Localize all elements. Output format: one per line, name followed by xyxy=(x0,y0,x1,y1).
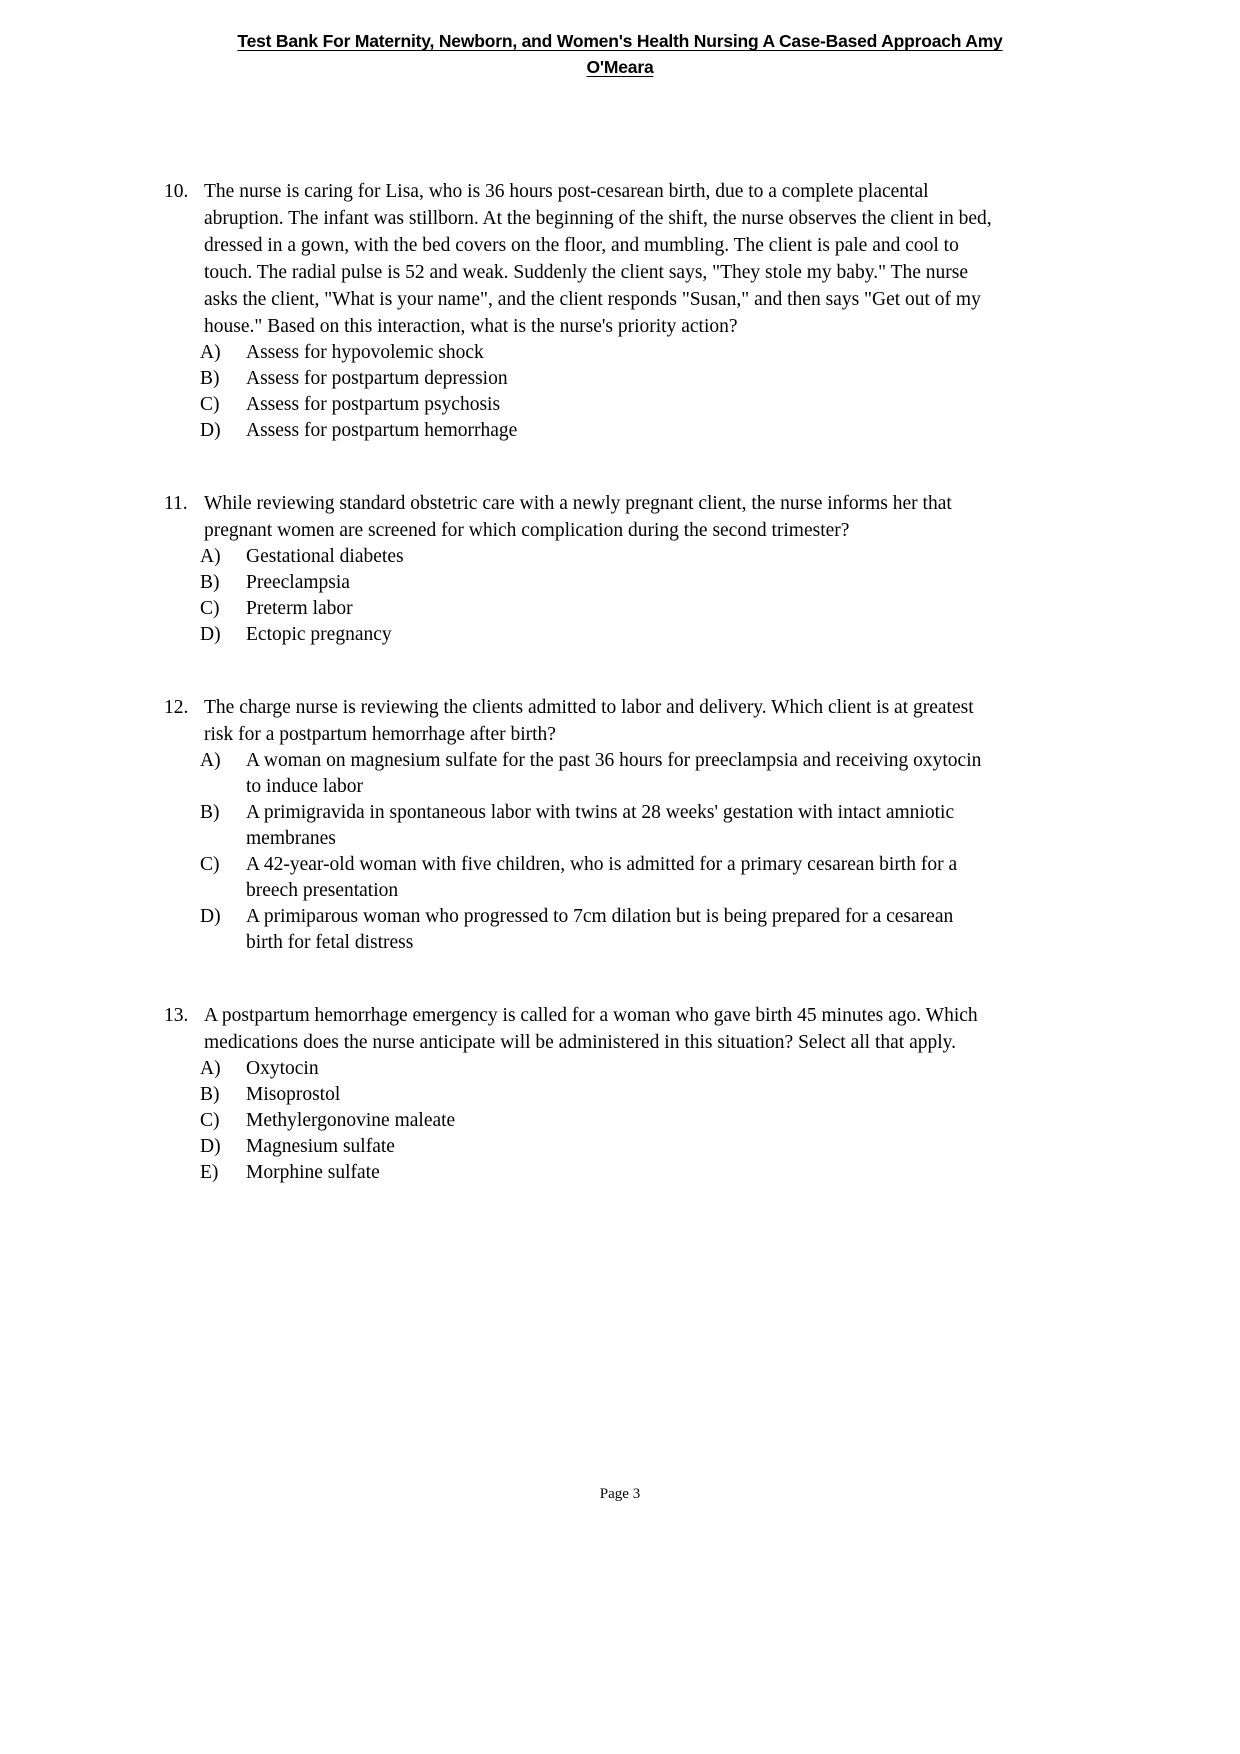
question-number: 11. xyxy=(164,493,188,514)
question-block xyxy=(0,1002,1240,1186)
question-block xyxy=(0,178,1240,444)
option-letter: D) xyxy=(200,420,221,441)
option-letter: C) xyxy=(200,598,220,619)
option-item[interactable] xyxy=(0,392,1240,418)
option-text: Gestational diabetes xyxy=(246,546,404,567)
option-text: A primigravida in spontaneous labor with twins at 28 weeks' gestation with intact amniotic membranes xyxy=(246,802,955,849)
question-number: 13. xyxy=(164,1005,189,1026)
document-header-line-1: Test Bank For Maternity, Newborn, and Women's Health Nursing A Case-Based Approach Amy xyxy=(237,31,1003,51)
option-item[interactable] xyxy=(0,904,1240,956)
option-letter: C) xyxy=(200,854,220,875)
option-text: A primiparous woman who progressed to 7cm dilation but is being prepared for a cesarean birth for fetal distress xyxy=(246,906,954,953)
page-number-label: Page 3 xyxy=(599,1486,641,1502)
option-text: Methylergonovine maleate xyxy=(246,1110,456,1131)
option-item[interactable] xyxy=(0,622,1240,648)
question-stem: A postpartum hemorrhage emergency is called for a woman who gave birth 45 minutes ago. Which medications does the nurse anticipate will be administered in this situation? Select all that apply. xyxy=(204,1005,978,1053)
question-stem: The charge nurse is reviewing the clients admitted to labor and delivery. Which client is at greatest risk for a postpartum hemorrhage after birth? xyxy=(204,697,974,745)
option-letter: D) xyxy=(200,906,221,927)
question-number: 10. xyxy=(164,181,189,202)
option-item[interactable] xyxy=(0,596,1240,622)
option-text: Assess for postpartum depression xyxy=(246,368,508,389)
option-text: Assess for postpartum psychosis xyxy=(246,394,501,415)
option-text: Preeclampsia xyxy=(246,572,350,593)
question-stem-row xyxy=(0,178,1240,340)
option-letter: A) xyxy=(200,1058,221,1079)
option-letter: B) xyxy=(200,1084,220,1105)
option-letter: C) xyxy=(200,1110,220,1131)
option-item[interactable] xyxy=(0,340,1240,366)
question-stem: While reviewing standard obstetric care with a newly pregnant client, the nurse informs her that pregnant women are screened for which complication during the second trimester? xyxy=(204,493,952,541)
option-item[interactable] xyxy=(0,1160,1240,1186)
question-list xyxy=(0,178,1240,1186)
option-list xyxy=(0,340,1240,444)
question-stem-row xyxy=(0,490,1240,544)
option-text: Morphine sulfate xyxy=(246,1162,380,1183)
option-text: Misoprostol xyxy=(246,1084,341,1105)
option-item[interactable] xyxy=(0,1082,1240,1108)
option-letter: B) xyxy=(200,368,220,389)
option-item[interactable] xyxy=(0,570,1240,596)
option-letter: C) xyxy=(200,394,220,415)
question-number: 12. xyxy=(164,697,189,718)
option-text: Assess for postpartum hemorrhage xyxy=(246,420,518,441)
option-item[interactable] xyxy=(0,1108,1240,1134)
option-letter: D) xyxy=(200,1136,221,1157)
question-stem-row xyxy=(0,1002,1240,1056)
option-item[interactable] xyxy=(0,1134,1240,1160)
option-letter: A) xyxy=(200,342,221,363)
option-item[interactable] xyxy=(0,1056,1240,1082)
option-letter: E) xyxy=(200,1162,219,1183)
option-letter: B) xyxy=(200,572,220,593)
option-text: A woman on magnesium sulfate for the past 36 hours for preeclampsia and receiving oxytocin to induce labor xyxy=(246,750,982,797)
question-stem-row xyxy=(0,694,1240,748)
option-list xyxy=(0,748,1240,956)
option-item[interactable] xyxy=(0,748,1240,800)
page-footer xyxy=(0,1484,1240,1504)
option-text: Preterm labor xyxy=(246,598,353,619)
option-text: Assess for hypovolemic shock xyxy=(246,342,484,363)
option-item[interactable] xyxy=(0,852,1240,904)
option-text: A 42-year-old woman with five children, who is admitted for a primary cesarean birth for a breech presentation xyxy=(246,854,958,901)
option-letter: A) xyxy=(200,750,221,771)
option-list xyxy=(0,544,1240,648)
question-stem: The nurse is caring for Lisa, who is 36 hours post-cesarean birth, due to a complete placental abruption. The infant was stillborn. At the beginning of the shift, the nurse observes the client in bed, dressed in a gown, with the bed covers on the floor, and mumbling. The client is pale and cool to touch. The radial pulse is 52 and weak. Suddenly the client says, "They stole my baby." The nurse asks the client, "What is your name", and the client responds "Susan," and then says "Get out of my house." Based on this interaction, what is the nurse's priority action? xyxy=(204,181,992,337)
document-header xyxy=(148,28,1092,80)
question-block xyxy=(0,490,1240,648)
option-text: Oxytocin xyxy=(246,1058,319,1079)
option-item[interactable] xyxy=(0,800,1240,852)
option-letter: D) xyxy=(200,624,221,645)
option-item[interactable] xyxy=(0,366,1240,392)
option-letter: A) xyxy=(200,546,221,567)
option-text: Magnesium sulfate xyxy=(246,1136,395,1157)
option-list xyxy=(0,1056,1240,1186)
option-text: Ectopic pregnancy xyxy=(246,624,392,645)
option-item[interactable] xyxy=(0,418,1240,444)
option-item[interactable] xyxy=(0,544,1240,570)
option-letter: B) xyxy=(200,802,220,823)
question-block xyxy=(0,694,1240,956)
document-header-line-2: O'Meara xyxy=(586,57,654,77)
